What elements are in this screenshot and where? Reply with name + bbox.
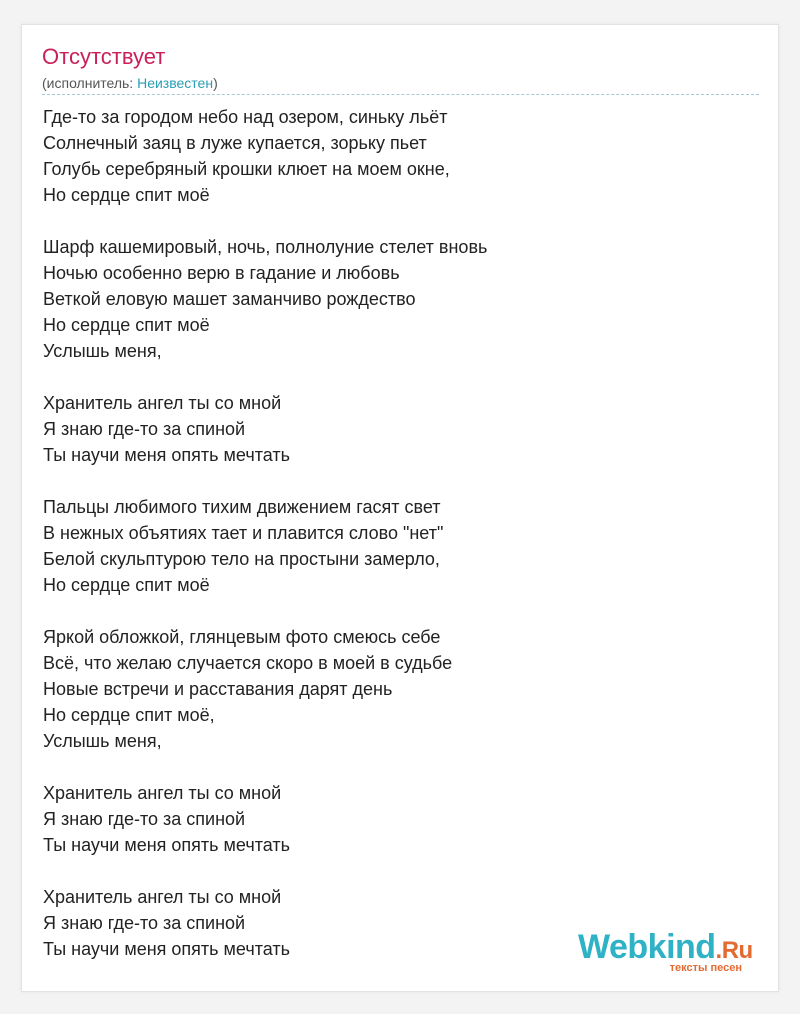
lyric-line: Ты научи меня опять мечтать <box>43 939 290 959</box>
lyric-line: Я знаю где-то за спиной <box>43 419 246 439</box>
lyric-line: Солнечный заяц в луже купается, зорьку пьет <box>43 133 427 153</box>
lyrics-body <box>43 104 758 988</box>
lyric-line: В нежных объятиях тает и плавится слово "нет" <box>43 523 444 543</box>
artist-prefix: (исполнитель: <box>42 75 138 91</box>
lyrics-stanza <box>43 234 758 364</box>
logo-tagline: тексты песен <box>669 962 742 974</box>
artist-suffix: ) <box>213 75 218 91</box>
lyric-line: Яркой обложкой, глянцевым фото смеюсь себе <box>43 627 441 647</box>
lyric-line: Голубь серебряный крошки клюет на моем окне, <box>43 159 450 179</box>
lyric-line: Но сердце спит моё <box>43 185 210 205</box>
lyrics-stanza <box>43 390 758 468</box>
lyrics-stanza <box>43 494 758 598</box>
lyrics-card <box>21 24 779 992</box>
lyric-line: Где-то за городом небо над озером, синьку льёт <box>43 107 448 127</box>
lyric-line: Ты научи меня опять мечтать <box>43 835 290 855</box>
lyric-line: Шарф кашемировый, ночь, полнолуние стелет вновь <box>43 237 488 257</box>
lyric-line: Я знаю где-то за спиной <box>43 809 246 829</box>
lyric-line: Но сердце спит моё <box>43 315 210 335</box>
lyric-line: Но сердце спит моё <box>43 575 210 595</box>
title-divider <box>42 94 759 95</box>
lyric-line: Услышь меня, <box>43 731 162 751</box>
song-title: Отсутствует <box>42 44 166 69</box>
lyric-line: Веткой еловую машет заманчиво рождество <box>43 289 416 309</box>
logo-tld: .Ru <box>715 937 753 964</box>
lyric-line: Пальцы любимого тихим движением гасят свет <box>43 497 441 517</box>
lyrics-stanza <box>43 624 758 754</box>
logo-name: Webkind <box>578 928 716 966</box>
artist-link[interactable]: Неизвестен <box>137 75 214 91</box>
artist-line <box>42 74 218 92</box>
lyric-line: Новые встречи и расставания дарят день <box>43 679 393 699</box>
lyric-line: Ты научи меня опять мечтать <box>43 445 290 465</box>
lyric-line: Белой скульптурою тело на простыни замерло, <box>43 549 440 569</box>
lyric-line: Но сердце спит моё, <box>43 705 215 725</box>
lyric-line: Я знаю где-то за спиной <box>43 913 246 933</box>
site-logo[interactable] <box>578 928 753 974</box>
lyric-line: Хранитель ангел ты со мной <box>43 887 282 907</box>
lyric-line: Всё, что желаю случается скоро в моей в судьбе <box>43 653 453 673</box>
lyric-line: Ночью особенно верю в гадание и любовь <box>43 263 400 283</box>
lyric-line: Хранитель ангел ты со мной <box>43 393 282 413</box>
lyric-line: Услышь меня, <box>43 341 162 361</box>
lyrics-stanza <box>43 104 758 208</box>
lyric-line: Хранитель ангел ты со мной <box>43 783 282 803</box>
lyrics-stanza <box>43 780 758 858</box>
